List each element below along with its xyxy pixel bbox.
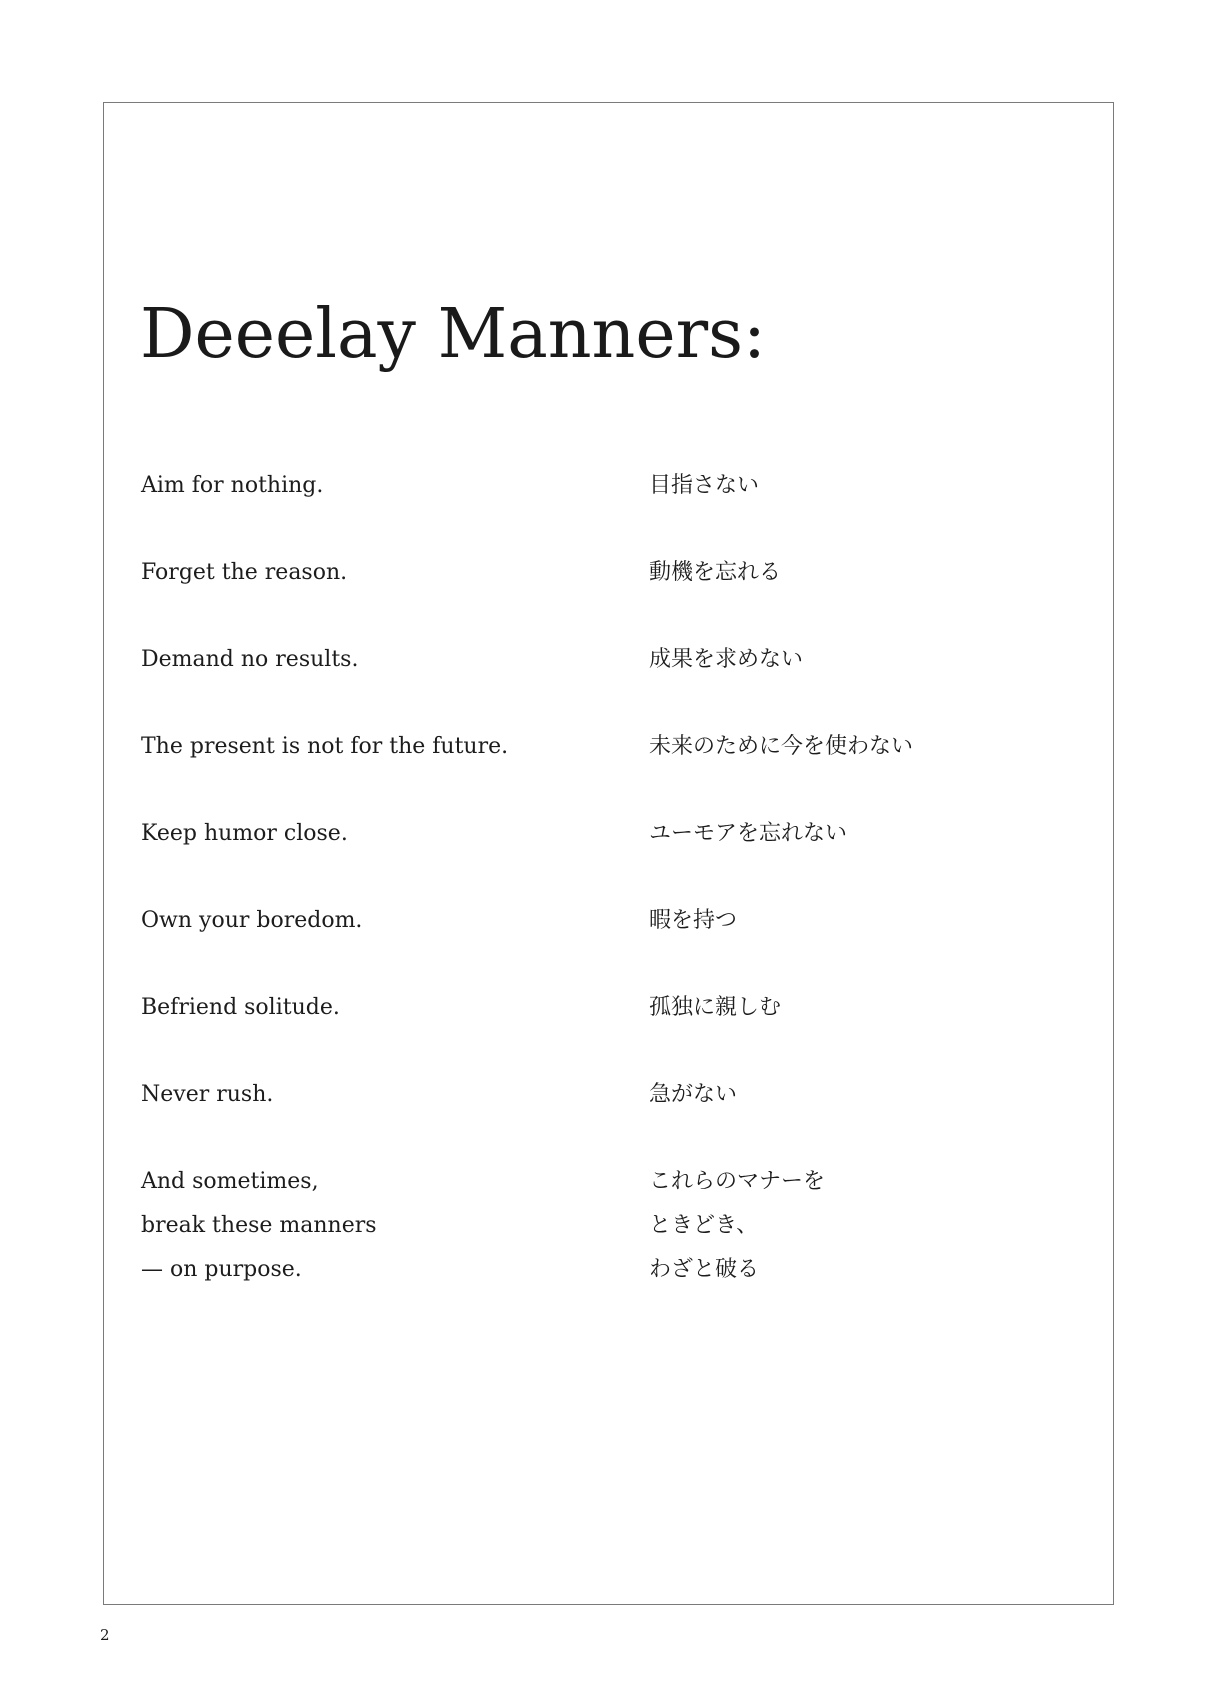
manner-en: Demand no results. xyxy=(141,647,359,672)
manner-ja: 急がない xyxy=(649,1082,738,1107)
manner-ja: 孤独に親しむ xyxy=(649,995,782,1020)
manner-ja: 目指さない xyxy=(649,473,760,498)
page-title: Deeelay Manners: xyxy=(140,295,766,374)
manner-en: Never rush. xyxy=(141,1082,274,1107)
manner-ja: 未来のために今を使わない xyxy=(649,734,914,759)
manner-en: Keep humor close. xyxy=(141,821,348,846)
manner-en: Forget the reason. xyxy=(141,560,348,585)
manner-en: And sometimes, break these manners — on purpose. xyxy=(141,1169,377,1282)
manner-en: Own your boredom. xyxy=(141,908,363,933)
manner-ja: 暇を持つ xyxy=(649,908,738,933)
manner-en: Aim for nothing. xyxy=(141,473,324,498)
manner-en: The present is not for the future. xyxy=(141,734,509,759)
manner-ja: 成果を求めない xyxy=(649,647,804,672)
page-number: 2 xyxy=(100,1626,110,1644)
manner-ja: 動機を忘れる xyxy=(649,560,782,585)
manner-en: Befriend solitude. xyxy=(141,995,340,1020)
manner-ja: ユーモアを忘れない xyxy=(649,821,848,846)
manner-ja: これらのマナーを ときどき、 わざと破る xyxy=(649,1169,826,1282)
